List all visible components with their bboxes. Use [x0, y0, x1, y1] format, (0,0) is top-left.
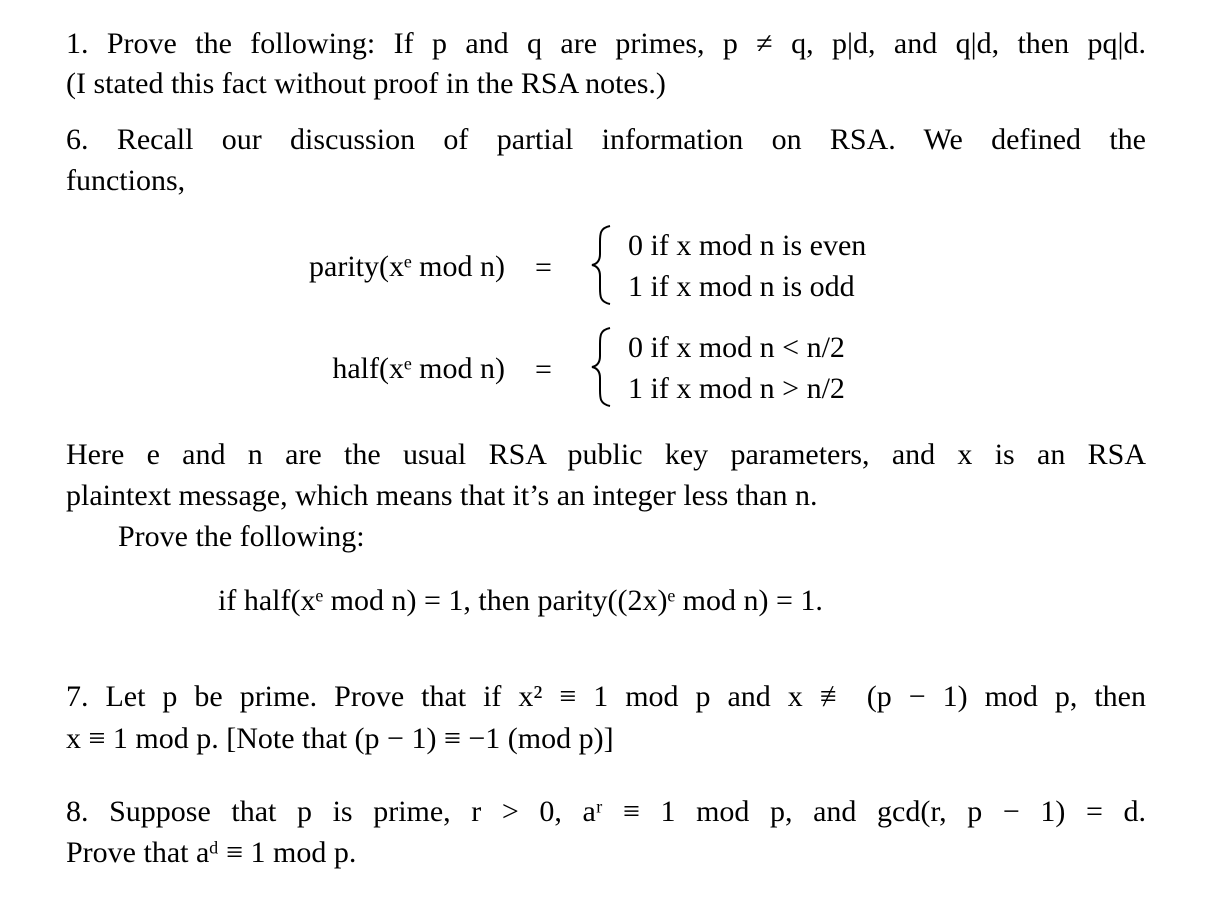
problem-6-claim: if half(xᵉ mod n) = 1, then parity((2x)ᵉ mod n) = 1. — [218, 584, 823, 617]
problem-6-para-line-2: plaintext message, which means that it’s an integer less than n. — [66, 479, 818, 512]
half-case-greater: 1 if x mod n > n/2 — [628, 372, 845, 405]
parity-left-brace-icon — [588, 224, 614, 306]
half-case-less: 0 if x mod n < n/2 — [628, 331, 845, 364]
half-left-brace-icon — [588, 326, 614, 408]
problem-6-prove-line: Prove the following: — [118, 520, 365, 553]
problem-1-line-2: (I stated this fact without proof in the RSA notes.) — [66, 67, 666, 100]
half-equals-sign: = — [535, 353, 552, 386]
parity-equals-sign: = — [535, 251, 552, 284]
problem-8-line-1: 8. Suppose that p is prime, r > 0, aʳ ≡ 1 mod p, and gcd(r, p − 1) = d. — [66, 795, 1146, 828]
parity-definition-lhs: parity(xᵉ mod n) — [309, 250, 505, 283]
problem-6-para-line-1: Here e and n are the usual RSA public key parameters, and x is an RSA — [66, 438, 1146, 471]
half-definition-lhs: half(xᵉ mod n) — [332, 352, 505, 385]
problem-8-line-2: Prove that aᵈ ≡ 1 mod p. — [66, 836, 357, 869]
problem-6-line-1: 6. Recall our discussion of partial information on RSA. We defined the — [66, 123, 1146, 156]
problem-1-line-1: 1. Prove the following: If p and q are primes, p ≠ q, p|d, and q|d, then pq|d. — [66, 27, 1146, 60]
problem-6-line-2: functions, — [66, 164, 186, 197]
problem-7-line-1: 7. Let p be prime. Prove that if x² ≡ 1 mod p and x ≢ (p − 1) mod p, then — [66, 680, 1146, 713]
problem-7-line-2: x ≡ 1 mod p. [Note that (p − 1) ≡ −1 (mod p)] — [66, 722, 614, 755]
parity-case-even: 0 if x mod n is even — [628, 229, 867, 262]
parity-case-odd: 1 if x mod n is odd — [628, 270, 855, 303]
